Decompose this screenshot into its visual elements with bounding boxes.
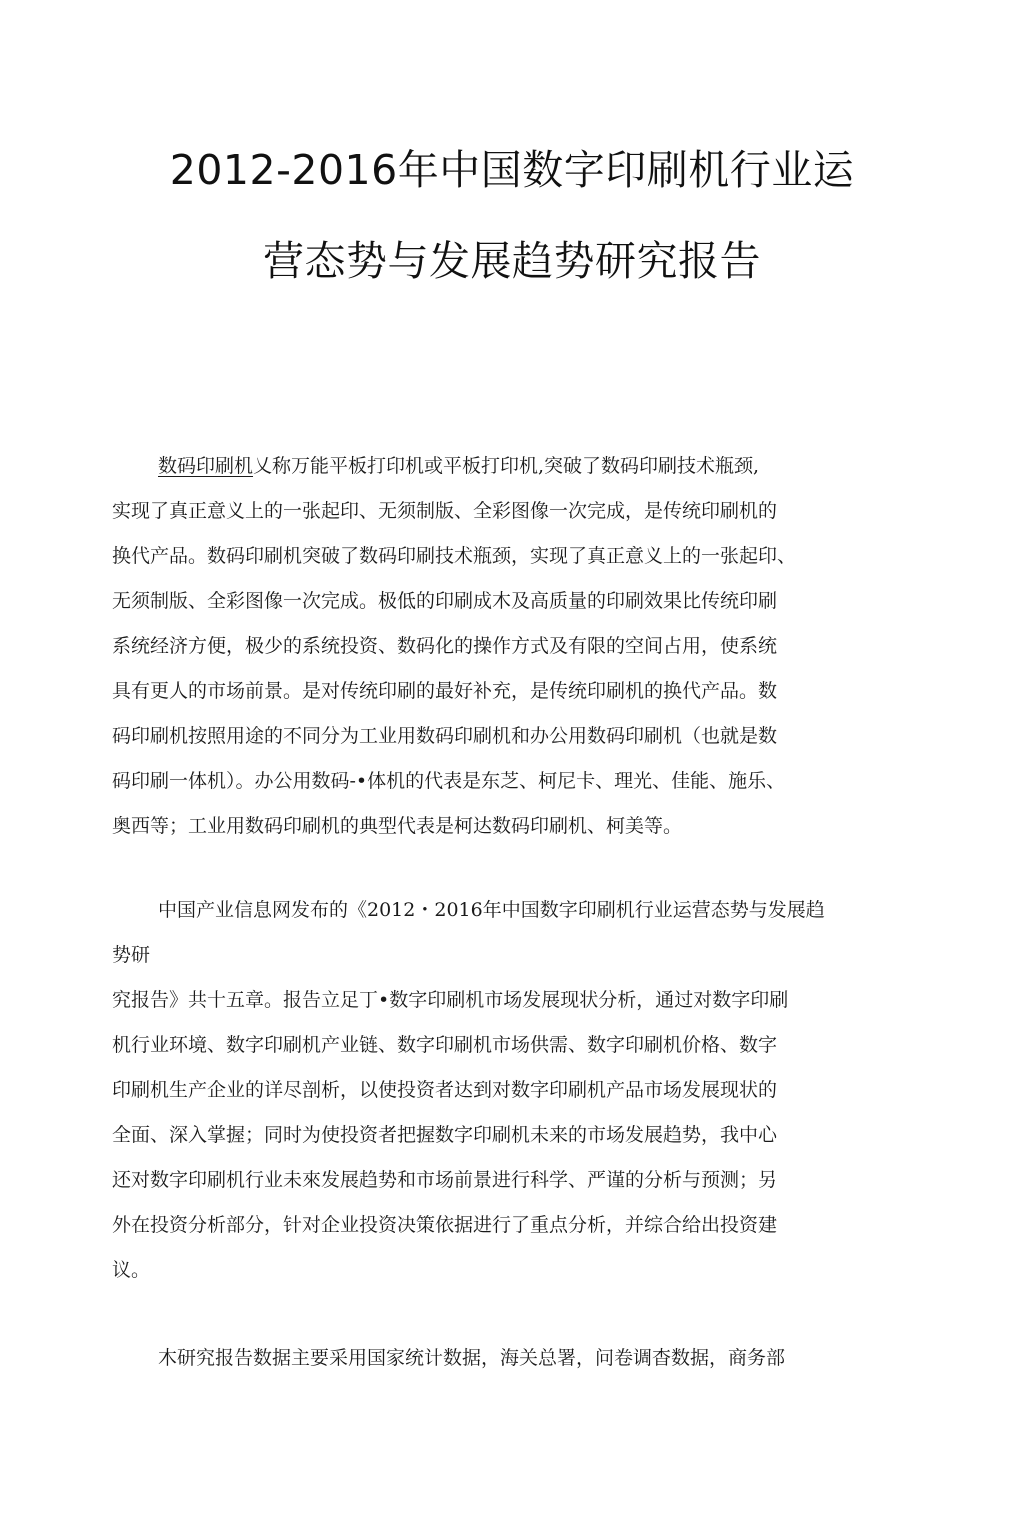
paragraph-line: 还对数字印刷机行业未來发展趋势和市场前景进行科学、严谨的分析与预测；另 <box>112 1169 778 1191</box>
paragraph-line: 奥西等；工业用数码印刷机的典型代表是柯达数码印刷机、柯美等。 <box>112 815 683 837</box>
paragraph-line: 实现了真正意义上的一张起印、无须制版、全彩图像一次完成，是传统印刷机的 <box>112 500 778 522</box>
paragraph-line: 中国产业信息网发布的《2012・2016年中国数字印刷机行业运营态势与发展趋 <box>158 899 825 921</box>
paragraph-line: 议。 <box>112 1259 151 1281</box>
digital-printer-link[interactable]: 数码印刷机 <box>158 455 254 477</box>
paragraph-line: 全面、深入掌握；同时为使投资者把握数字印刷机未来的市场发展趋势，我中心 <box>112 1124 778 1146</box>
paragraph-line: 外在投资分析部分，针对企业投资决策依据进行了重点分析，并综合给出投资建 <box>112 1214 778 1236</box>
paragraph-line: 印刷机生产企业的详尽剖析，以使投资者达到对数字印刷机产品市场发展现状的 <box>112 1079 778 1101</box>
paragraph-line: 码印刷一体机）。办公用数码-•体机的代表是东芝、柯尼卡、理光、佳能、施乐、 <box>112 770 786 792</box>
paragraph-line <box>112 444 912 489</box>
paragraph-line: 无须制版、全彩图像一次完成。极低的印刷成木及高质量的印刷效果比传统印刷 <box>112 590 778 612</box>
paragraph-line: 换代产品。数码印刷机突破了数码印刷技术瓶颈，实现了真正意义上的一张起印、 <box>112 545 797 567</box>
paragraph-line: 势研 <box>112 944 151 966</box>
report-title-line-2: 营态势与发展趋势研究报告 <box>263 237 761 285</box>
paragraph-report-summary <box>112 888 912 1293</box>
report-title-line-1: 2012-2016年中国数字印刷机行业运 <box>169 146 855 194</box>
paragraph-data-sources <box>112 1336 912 1381</box>
paragraph-line: 究报告》共十五章。报告立足丁•数字印刷机市场发展现状分析，通过对数字印刷 <box>112 989 789 1011</box>
paragraph-intro <box>112 444 912 849</box>
paragraph-line: 系统经济方便，极少的系统投资、数码化的操作方式及有限的空间占用，使系统 <box>112 635 778 657</box>
paragraph-line: 码印刷机按照用途的不同分为工业用数码印刷机和办公用数码印刷机（也就是数 <box>112 725 778 747</box>
paragraph-line: 机行业环境、数字印刷机产业链、数字印刷机市场供需、数字印刷机价格、数字 <box>112 1034 778 1056</box>
paragraph-line: 木研究报告数据主要采用国家统计数据，海关总署，问卷调杳数据，商务部 <box>158 1347 786 1369</box>
paragraph-line-text: 乂称万能平板打印机或平板打印机,突破了数码印刷技术瓶颈, <box>253 455 760 477</box>
paragraph-line: 具有更人的市场前景。是对传统印刷的最好补充，是传统印刷机的换代产品。数 <box>112 680 778 702</box>
